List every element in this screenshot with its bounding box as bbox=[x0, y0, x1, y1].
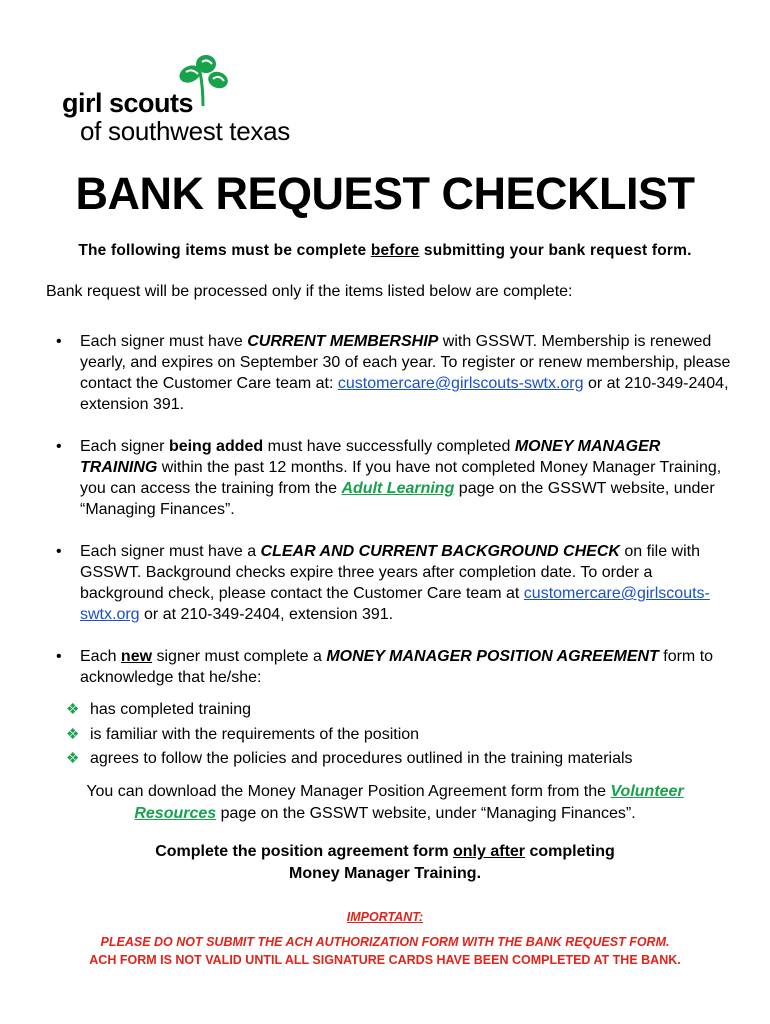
completion-text-line2: Money Manager Training. bbox=[288, 865, 482, 882]
diamond-bullet-icon: ❖ bbox=[66, 750, 80, 767]
diamond-bullet-icon: ❖ bbox=[66, 725, 80, 743]
sublist-item-text: has completed training bbox=[90, 701, 251, 718]
download-note bbox=[50, 781, 720, 825]
item-text: with GSSWT. Membership is renewed yearly, and expires on September 30 of each year. To register or renew membership, please contact the Customer Care team at: bbox=[80, 333, 731, 392]
sublist-item bbox=[66, 747, 633, 772]
subtitle-before: before bbox=[370, 242, 420, 259]
page-title: BANK REQUEST CHECKLIST bbox=[75, 168, 695, 219]
item-emphasis: CLEAR AND CURRENT BACKGROUND CHECK bbox=[260, 543, 620, 560]
subtitle bbox=[0, 242, 770, 260]
bullet-icon: • bbox=[56, 648, 62, 665]
item-text: signer must complete a bbox=[152, 648, 327, 665]
email-link[interactable]: customercare@girlscouts-swtx.org bbox=[337, 375, 584, 392]
item-text: Each signer must have a bbox=[80, 543, 261, 560]
completion-text: completing bbox=[525, 843, 615, 860]
ach-warning-line2: ACH FORM IS NOT VALID UNTIL ALL SIGNATURE CARDS HAVE BEEN COMPLETED AT THE BANK. bbox=[89, 953, 681, 967]
logo-text-girl-scouts: girl scouts bbox=[62, 88, 194, 118]
download-text: page on the GSSWT website, under “Managing Finances”. bbox=[216, 805, 636, 822]
sublist-item-text: is familiar with the requirements of the position bbox=[90, 725, 420, 743]
item-text: on file with GSSWT. Background checks expire three years after completion date. To order a background check, please contact the Customer Care team at bbox=[80, 543, 700, 602]
sublist-item bbox=[66, 723, 633, 748]
item-text: Each signer must have bbox=[80, 333, 248, 350]
intro-text: Bank request will be processed only if the items listed below are complete: bbox=[46, 283, 573, 300]
bullet-icon: • bbox=[56, 333, 62, 350]
item-text: or at 210-349-2404, extension 391. bbox=[80, 375, 729, 413]
sublist-item-text: agrees to follow the policies and procedures outlined in the training materials bbox=[90, 750, 633, 767]
item-text: must have successfully completed bbox=[263, 438, 515, 455]
bullet-icon: • bbox=[56, 438, 62, 455]
item-emphasis: MONEY MANAGER POSITION AGREEMENT bbox=[326, 648, 659, 665]
checklist-item-background-check bbox=[56, 541, 736, 625]
checklist-item-position-agreement bbox=[56, 646, 736, 688]
subtitle-text: The following items must be complete bbox=[78, 242, 371, 259]
item-new: new bbox=[120, 648, 153, 665]
item-emphasis: MONEY MANAGER TRAINING bbox=[80, 438, 661, 476]
download-text: You can download the Money Manager Position Agreement form from the bbox=[86, 783, 611, 800]
email-link[interactable]: customercare@girlscouts-swtx.org bbox=[80, 585, 710, 623]
completion-note bbox=[0, 841, 770, 885]
checklist-item-training bbox=[56, 436, 736, 520]
volunteer-resources-link[interactable]: Volunteer Resources bbox=[134, 783, 684, 822]
item-text: within the past 12 months. If you have not completed Money Manager Training, you can access the training from the bbox=[80, 459, 722, 497]
ach-warning-line1: PLEASE DO NOT SUBMIT THE ACH AUTHORIZATION FORM WITH THE BANK REQUEST FORM. bbox=[100, 935, 670, 949]
item-text: or at 210-349-2404, extension 391. bbox=[139, 606, 394, 623]
subtitle-text-end: submitting your bank request form. bbox=[419, 242, 692, 259]
checklist bbox=[56, 331, 736, 709]
item-text: form to acknowledge that he/she: bbox=[80, 648, 714, 686]
logo-text-council: of southwest texas bbox=[80, 116, 290, 146]
girl-scouts-logo bbox=[60, 52, 320, 152]
diamond-bullet-icon: ❖ bbox=[66, 701, 80, 718]
item-text: Each bbox=[80, 648, 121, 665]
item-emphasis: CURRENT MEMBERSHIP bbox=[247, 333, 439, 350]
checklist-item-membership bbox=[56, 331, 736, 415]
item-text: Each signer bbox=[80, 438, 169, 455]
item-text: page on the GSSWT website, under “Managing Finances”. bbox=[80, 480, 715, 518]
completion-text: Complete the position agreement form bbox=[155, 843, 453, 860]
completion-only-after: only after bbox=[453, 843, 526, 860]
adult-learning-link[interactable]: Adult Learning bbox=[341, 480, 455, 497]
agreement-sublist bbox=[66, 698, 633, 772]
item-strong: being added bbox=[168, 438, 264, 455]
sublist-item bbox=[66, 698, 633, 723]
important-label: IMPORTANT: bbox=[346, 910, 424, 924]
bullet-icon: • bbox=[56, 543, 62, 560]
